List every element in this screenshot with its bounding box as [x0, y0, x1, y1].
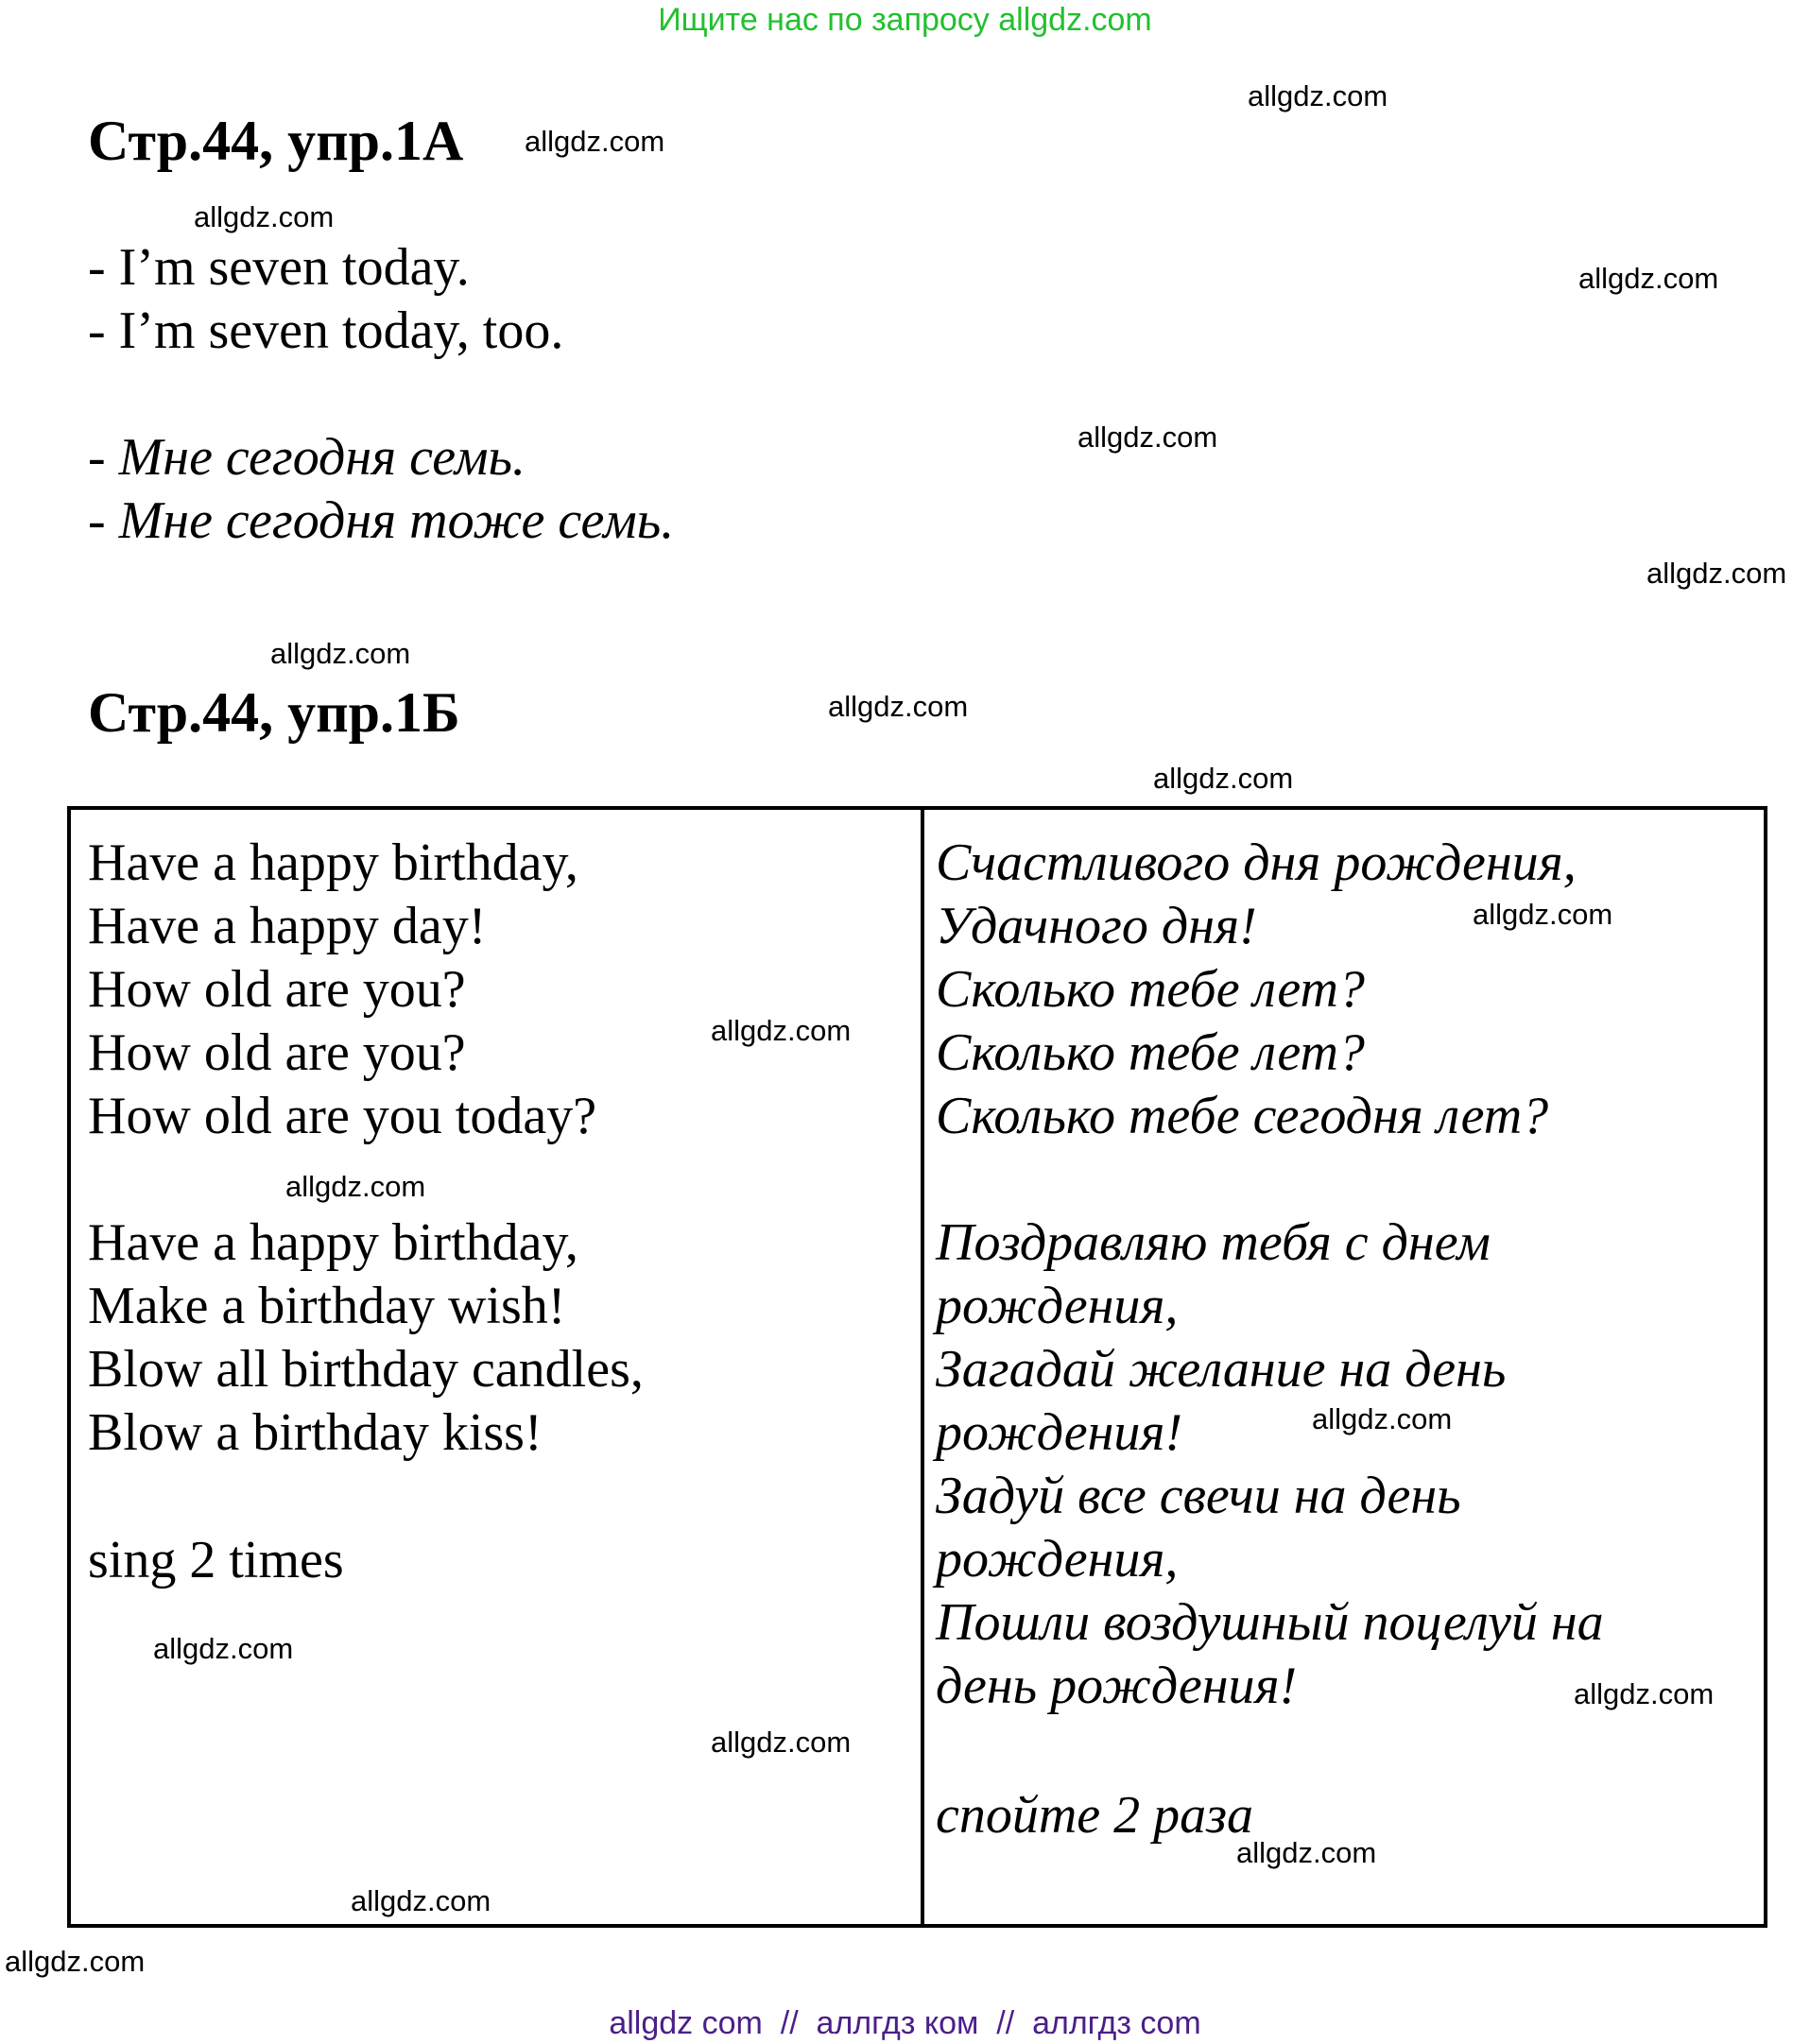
bottom-banner: allgdz com // аллгдз ком // аллгдз com	[609, 2005, 1201, 2041]
top-banner: Ищите нас по запросу allgdz.com	[658, 2, 1152, 38]
song-note: спойте 2 раза	[936, 1786, 1253, 1845]
song-line: Сколько тебе лет?	[936, 1023, 1365, 1082]
song-line: How old are you?	[88, 1023, 466, 1082]
song-line: Задуй все свечи на день	[936, 1467, 1461, 1525]
song-line: Сколько тебе лет?	[936, 960, 1365, 1019]
watermark: allgdz.com	[351, 1884, 491, 1917]
song-line: Have a happy birthday,	[88, 1213, 578, 1272]
song-note: sing 2 times	[88, 1531, 344, 1589]
song-line: Загадай желание на день	[936, 1340, 1507, 1399]
song-line: Make a birthday wish!	[88, 1277, 566, 1335]
song-line: рождения!	[936, 1403, 1183, 1462]
watermark: allgdz.com	[1578, 262, 1719, 295]
watermark: allgdz.com	[711, 1014, 852, 1047]
section-a-russian	[88, 426, 674, 553]
watermark: allgdz.com	[711, 1726, 852, 1759]
song-line: рождения,	[936, 1530, 1179, 1589]
watermark: allgdz.com	[1077, 421, 1218, 454]
song-line: Сколько тебе сегодня лет?	[936, 1087, 1549, 1145]
section-a-english	[88, 236, 563, 363]
right-column-stanza2	[936, 1211, 1604, 1718]
watermark: allgdz.com	[194, 200, 335, 233]
watermark: allgdz.com	[1646, 557, 1787, 590]
watermark: allgdz.com	[1473, 898, 1613, 931]
song-line: Have a happy day!	[88, 897, 487, 955]
right-column-stanza1	[936, 832, 1577, 1148]
song-line: Have a happy birthday,	[88, 833, 578, 892]
left-column-stanza2	[88, 1211, 644, 1465]
left-column-note	[88, 1529, 344, 1592]
watermark: allgdz.com	[1312, 1402, 1453, 1435]
russian-line: - Мне сегодня семь.	[88, 428, 526, 487]
watermark: allgdz.com	[1153, 762, 1294, 795]
song-line: Blow a birthday kiss!	[88, 1403, 543, 1462]
watermark: allgdz.com	[153, 1632, 294, 1665]
watermark: allgdz.com	[1236, 1836, 1377, 1869]
table-divider	[921, 810, 924, 1924]
song-line: Поздравляю тебя с днем	[936, 1213, 1491, 1272]
watermark: allgdz.com	[285, 1170, 426, 1203]
section-a-heading: Стр.44, упр.1А	[88, 110, 464, 172]
section-b-heading: Стр.44, упр.1Б	[88, 681, 460, 744]
watermark: allgdz.com	[1248, 79, 1388, 112]
song-line: рождения,	[936, 1277, 1179, 1335]
english-line: - I’m seven today, too.	[88, 301, 564, 360]
song-line: Пошли воздушный поцелуй на	[936, 1593, 1604, 1652]
song-line: день рождения!	[936, 1657, 1298, 1715]
right-column-note	[936, 1784, 1253, 1847]
left-column-stanza1	[88, 832, 596, 1148]
watermark: allgdz.com	[525, 125, 665, 158]
watermark: allgdz.com	[828, 690, 969, 723]
watermark: allgdz.com	[1574, 1677, 1715, 1710]
watermark: allgdz.com	[270, 637, 411, 670]
song-line: How old are you?	[88, 960, 466, 1019]
english-line: - I’m seven today.	[88, 238, 470, 297]
song-line: Счастливого дня рождения,	[936, 833, 1577, 892]
russian-line: - Мне сегодня тоже семь.	[88, 491, 675, 550]
song-line: How old are you today?	[88, 1087, 597, 1145]
song-line: Blow all birthday candles,	[88, 1340, 644, 1399]
watermark: allgdz.com	[5, 1945, 146, 1978]
song-line: Удачного дня!	[936, 897, 1257, 955]
